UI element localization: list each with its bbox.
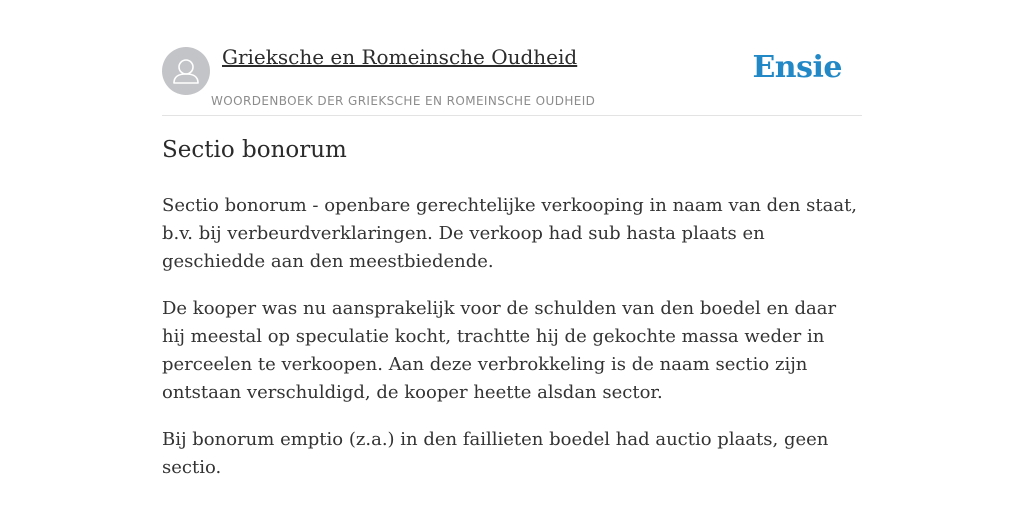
divider	[162, 115, 862, 116]
article-paragraph: Bij bonorum emptio (z.a.) in den faillieten boedel had auctio plaats, geen sectio.	[162, 429, 829, 478]
author-link[interactable]: Grieksche en Romeinsche Oudheid	[222, 45, 578, 69]
article-paragraph: Sectio bonorum - openbare gerechtelijke verkooping in naam van den staat, b.v. bij verbeurdverklaringen. De verkoop had sub hasta plaats en geschiedde aan den meestbiedende.	[162, 195, 858, 272]
dictionary-subtitle[interactable]: WOORDENBOEK DER GRIEKSCHE EN ROMEINSCHE OUDHEID	[211, 94, 596, 108]
page	[162, 0, 862, 512]
user-icon	[162, 47, 210, 95]
article-body	[162, 192, 862, 501]
avatar[interactable]	[162, 47, 210, 95]
ensie-logo[interactable]: Ensie	[752, 50, 842, 85]
page-title: Sectio bonorum	[162, 137, 347, 163]
article-paragraph: De kooper was nu aansprakelijk voor de schulden van den boedel en daar hij meestal op speculatie kocht, trachtte hij de gekochte massa weder in perceelen te verkoopen. Aan deze verbrokkeling is de naam sectio zijn ontstaan verschuldigd, de kooper heette alsdan sector.	[162, 298, 837, 403]
